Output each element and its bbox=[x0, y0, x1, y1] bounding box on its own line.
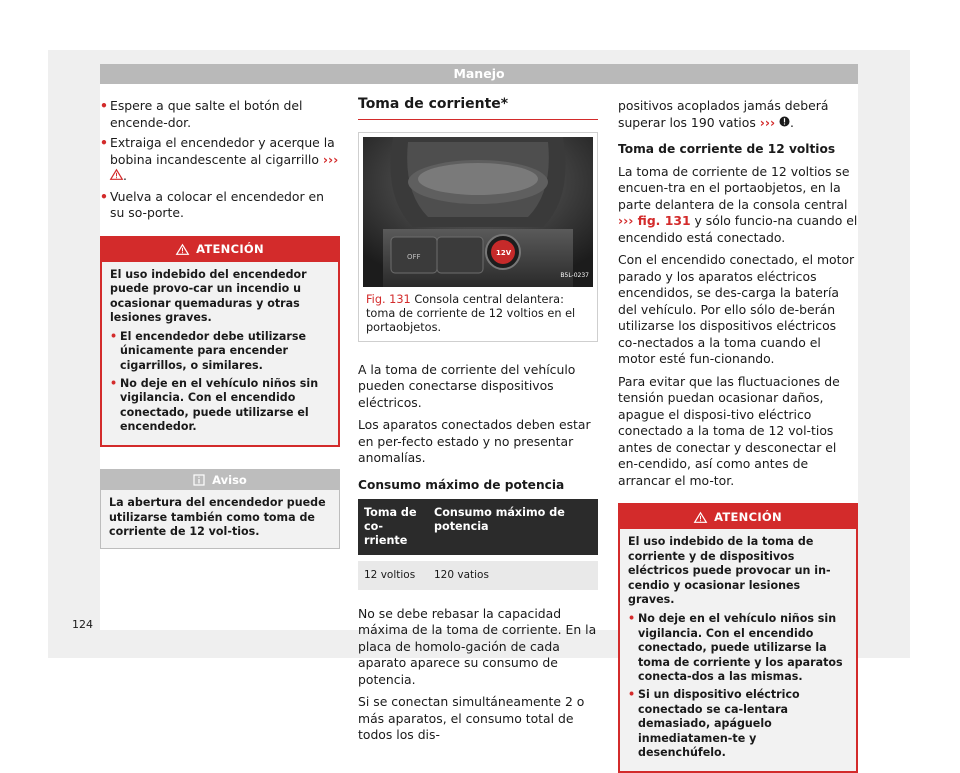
table-header: Toma de co-rriente bbox=[358, 499, 428, 555]
paragraph: Si se conectan simultáneamente 2 o más aparatos, el consumo total de todos los dis- bbox=[358, 694, 585, 742]
warning-title: ATENCIÓN bbox=[196, 242, 264, 257]
list-item-text: Si un dispositivo eléctrico conectado se ca-lentara demasiado, apáguelo inmediatamen-te y desenchúfelo. bbox=[638, 687, 800, 760]
warning-header bbox=[620, 505, 856, 529]
section-header-title: Manejo bbox=[453, 66, 505, 81]
table-cell: 12 voltios bbox=[358, 561, 428, 590]
note-title: Aviso bbox=[212, 472, 247, 487]
page bbox=[72, 64, 858, 760]
warning-body bbox=[620, 529, 856, 771]
warning-triangle-icon bbox=[110, 169, 123, 180]
bullet-dot: • bbox=[628, 687, 636, 701]
warning-box bbox=[618, 503, 858, 773]
paragraph: Con el encendido conectado, el motor parado y los aparatos eléctricos encendidos, se des-carga la batería del vehículo. Por ello sólo de-berán utilizarse los dispositivos eléctricos co-nectados a la toma cuando el motor esté fun-cionando. bbox=[618, 252, 855, 366]
list-item bbox=[100, 189, 340, 222]
table-cell: 120 vatios bbox=[428, 561, 598, 590]
column-2 bbox=[358, 96, 598, 750]
warning-intro: El uso indebido de la toma de corriente y de dispositivos eléctricos puede provocar un in-cendio y ocasionar lesiones graves. bbox=[628, 535, 831, 607]
power-table bbox=[358, 499, 598, 590]
section-header bbox=[100, 64, 858, 84]
paragraph-text: y sólo funcio-na cuando el encendido está conectado. bbox=[618, 213, 858, 245]
list-item bbox=[628, 612, 848, 685]
warning-box bbox=[100, 236, 340, 448]
figure-code: B5L-0237 bbox=[560, 272, 589, 279]
list-item-text: No deje en el vehículo niños sin vigilancia. Con el encendido conectado, puede utilizarse la toma de corriente y los aparatos conecta-dos a las mismas. bbox=[638, 611, 843, 684]
note-header bbox=[101, 470, 339, 490]
sheet-background bbox=[48, 50, 910, 760]
paragraph-text: positivos acoplados jamás deberá superar los 190 vatios bbox=[618, 98, 829, 130]
bullet-dot: • bbox=[628, 611, 636, 625]
console-illustration bbox=[363, 137, 593, 287]
body-text bbox=[358, 362, 598, 467]
table-header: Consumo máximo de potencia bbox=[428, 499, 598, 555]
page-number: 124 bbox=[72, 618, 93, 631]
list-item-text: Espere a que salte el botón del encende-dor. bbox=[110, 98, 303, 130]
list-item-text: Extraiga el encendedor y acerque la bobina incandescente al cigarrillo ››› . bbox=[110, 135, 339, 183]
column-1 bbox=[100, 98, 340, 549]
paragraph: positivos acoplados jamás deberá superar los 190 vatios ››› . bbox=[618, 98, 829, 130]
list-item bbox=[100, 135, 340, 185]
figure bbox=[358, 132, 598, 342]
paragraph bbox=[618, 164, 858, 247]
list-item-text: El encendedor debe utilizarse únicamente para encender cigarrillos, o similares. bbox=[120, 329, 306, 373]
list-item-label: Extraiga el encendedor y acerque la bobina incandescente al cigarrillo bbox=[110, 135, 335, 167]
paragraph: A la toma de corriente del vehículo pueden conectarse dispositivos eléctricos. bbox=[358, 361, 576, 410]
table-title: Consumo máximo de potencia bbox=[358, 477, 565, 492]
socket-label: 12V bbox=[496, 248, 512, 257]
warning-intro: El uso indebido del encendedor puede provo-car un incendio u ocasionar quemaduras y otras lesiones graves. bbox=[110, 267, 307, 325]
warning-title: ATENCIÓN bbox=[714, 509, 782, 524]
cross-reference-link[interactable]: ››› bbox=[322, 151, 339, 167]
column-3 bbox=[618, 98, 858, 773]
figure-caption bbox=[363, 293, 593, 335]
list-item bbox=[628, 688, 848, 761]
cross-reference-link[interactable]: ››› bbox=[759, 114, 776, 130]
warning-body bbox=[102, 262, 338, 446]
list-item bbox=[110, 330, 330, 374]
warning-triangle-icon bbox=[694, 512, 707, 523]
bullet-dot: • bbox=[110, 376, 118, 390]
table-header-row bbox=[358, 499, 598, 555]
notice-circle-icon bbox=[779, 116, 790, 127]
subsection-title: Toma de corriente de 12 voltios bbox=[618, 142, 836, 156]
list-item-text: Vuelva a colocar el encendedor en su so-porte. bbox=[110, 188, 325, 220]
bullet-dot: • bbox=[110, 329, 118, 343]
paragraph: Para evitar que las fluctuaciones de tensión puedan ocasionar daños, apague el disposi-tivo eléctrico conectado a la toma de 12 vol-tios antes de conectar y desconectar el en-cendido, así como antes de arrancar el mo-tor. bbox=[618, 373, 840, 488]
paragraph-text: La toma de corriente de 12 voltios se encuen-tra en el portaobjetos, en la parte delantera de la consola central bbox=[618, 163, 850, 212]
table-row bbox=[358, 561, 598, 590]
console-photo bbox=[363, 137, 593, 287]
figure-number: Fig. 131 bbox=[366, 292, 411, 306]
bullet-dot: • bbox=[100, 98, 108, 113]
figure-caption-text: Consola central delantera: toma de corriente de 12 voltios en el portaobjetos. bbox=[366, 292, 576, 334]
paragraph: No se debe rebasar la capacidad máxima de la toma de corriente. En la placa de homolo-gación de cada aparato aparece su consumo de potencia. bbox=[358, 605, 597, 687]
bullet-dot: • bbox=[100, 188, 108, 204]
section-title: Toma de corriente* bbox=[358, 96, 598, 120]
warning-triangle-icon bbox=[176, 244, 189, 255]
list-item-text: No deje en el vehículo niños sin vigilancia. Con el encendido conectado, puede utilizarse el encendedor. bbox=[120, 376, 319, 434]
warning-header bbox=[102, 238, 338, 262]
list-item bbox=[100, 98, 340, 131]
button-label: OFF bbox=[407, 252, 421, 261]
figure-reference-link[interactable]: ››› fig. 131 bbox=[618, 213, 691, 228]
note-box bbox=[100, 469, 340, 549]
list-item bbox=[110, 377, 330, 435]
bullet-dot: • bbox=[100, 135, 108, 150]
info-icon bbox=[193, 474, 205, 486]
note-body: La abertura del encendedor puede utilizarse también como toma de corriente de 12 vol-tios. bbox=[101, 490, 339, 548]
paragraph: Los aparatos conectados deben estar en per-fecto estado y no presentar anomalías. bbox=[358, 417, 591, 465]
